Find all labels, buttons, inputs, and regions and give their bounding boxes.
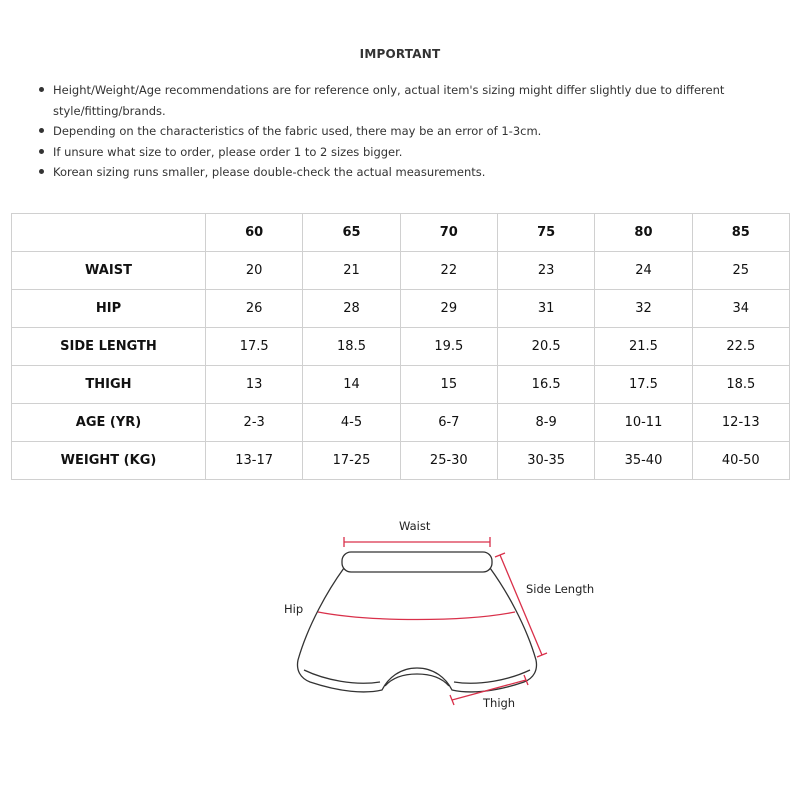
table-cell: 22.5 bbox=[692, 328, 789, 366]
table-cell: 25-30 bbox=[400, 442, 497, 480]
table-cell: 25 bbox=[692, 252, 789, 290]
size-header: 60 bbox=[206, 214, 303, 252]
table-cell: 22 bbox=[400, 252, 497, 290]
waist-label: Waist bbox=[399, 519, 431, 533]
table-cell: 17.5 bbox=[206, 328, 303, 366]
table-row-weight bbox=[12, 442, 790, 480]
table-cell: 26 bbox=[206, 290, 303, 328]
table-header-row bbox=[12, 214, 790, 252]
table-cell: 12-13 bbox=[692, 404, 789, 442]
table-row-side-length bbox=[12, 328, 790, 366]
table-cell: 18.5 bbox=[303, 328, 400, 366]
table-cell: 24 bbox=[595, 252, 692, 290]
row-label: HIP bbox=[12, 290, 206, 328]
table-cell: 17-25 bbox=[303, 442, 400, 480]
table-cell: 29 bbox=[400, 290, 497, 328]
table-cell: 40-50 bbox=[692, 442, 789, 480]
shorts-outline bbox=[298, 552, 537, 692]
table-cell: 16.5 bbox=[497, 366, 594, 404]
shorts-measurement-diagram bbox=[270, 510, 610, 720]
size-chart-table bbox=[11, 213, 790, 480]
table-cell: 17.5 bbox=[595, 366, 692, 404]
table-cell: 2-3 bbox=[206, 404, 303, 442]
table-cell: 30-35 bbox=[497, 442, 594, 480]
page-title: IMPORTANT bbox=[359, 47, 441, 61]
side-length-measure-line bbox=[500, 555, 542, 655]
table-row-hip bbox=[12, 290, 790, 328]
table-cell: 32 bbox=[595, 290, 692, 328]
table-cell: 15 bbox=[400, 366, 497, 404]
size-header: 85 bbox=[692, 214, 789, 252]
row-label: AGE (YR) bbox=[12, 404, 206, 442]
table-row-thigh bbox=[12, 366, 790, 404]
table-row-age bbox=[12, 404, 790, 442]
table-cell: 28 bbox=[303, 290, 400, 328]
shorts-body-shape bbox=[298, 568, 537, 692]
table-cell: 18.5 bbox=[692, 366, 789, 404]
note-item: Korean sizing runs smaller, please double-check the actual measurements. bbox=[38, 162, 758, 183]
table-cell: 20 bbox=[206, 252, 303, 290]
row-label: WAIST bbox=[12, 252, 206, 290]
table-row-waist bbox=[12, 252, 790, 290]
row-label: SIDE LENGTH bbox=[12, 328, 206, 366]
corner-cell bbox=[12, 214, 206, 252]
thigh-label: Thigh bbox=[483, 696, 516, 710]
table-cell: 31 bbox=[497, 290, 594, 328]
size-header: 65 bbox=[303, 214, 400, 252]
size-header: 70 bbox=[400, 214, 497, 252]
table-cell: 21.5 bbox=[595, 328, 692, 366]
side-length-label: Side Length bbox=[526, 582, 595, 596]
table-cell: 8-9 bbox=[497, 404, 594, 442]
table-cell: 10-11 bbox=[595, 404, 692, 442]
right-hem-line bbox=[454, 670, 530, 683]
table-cell: 6-7 bbox=[400, 404, 497, 442]
note-item: Height/Weight/Age recommendations are for reference only, actual item's sizing might differ slightly due to different style/fitting/brands. bbox=[38, 80, 758, 121]
waistband-shape bbox=[342, 552, 492, 572]
hip-label: Hip bbox=[284, 602, 304, 616]
note-item: Depending on the characteristics of the fabric used, there may be an error of 1-3cm. bbox=[38, 121, 758, 142]
row-label: WEIGHT (KG) bbox=[12, 442, 206, 480]
shorts-illustration bbox=[270, 510, 610, 720]
hip-measure-line bbox=[318, 612, 515, 620]
left-hem-line bbox=[304, 670, 380, 683]
table-cell: 14 bbox=[303, 366, 400, 404]
table-cell: 23 bbox=[497, 252, 594, 290]
table-cell: 21 bbox=[303, 252, 400, 290]
table-cell: 4-5 bbox=[303, 404, 400, 442]
size-header: 75 bbox=[497, 214, 594, 252]
table-cell: 19.5 bbox=[400, 328, 497, 366]
row-label: THIGH bbox=[12, 366, 206, 404]
size-header: 80 bbox=[595, 214, 692, 252]
notes-list bbox=[38, 80, 758, 183]
table-cell: 13 bbox=[206, 366, 303, 404]
note-item: If unsure what size to order, please order 1 to 2 sizes bigger. bbox=[38, 142, 758, 163]
table-cell: 35-40 bbox=[595, 442, 692, 480]
table-cell: 34 bbox=[692, 290, 789, 328]
measurement-lines bbox=[318, 537, 547, 705]
table-cell: 13-17 bbox=[206, 442, 303, 480]
table-cell: 20.5 bbox=[497, 328, 594, 366]
